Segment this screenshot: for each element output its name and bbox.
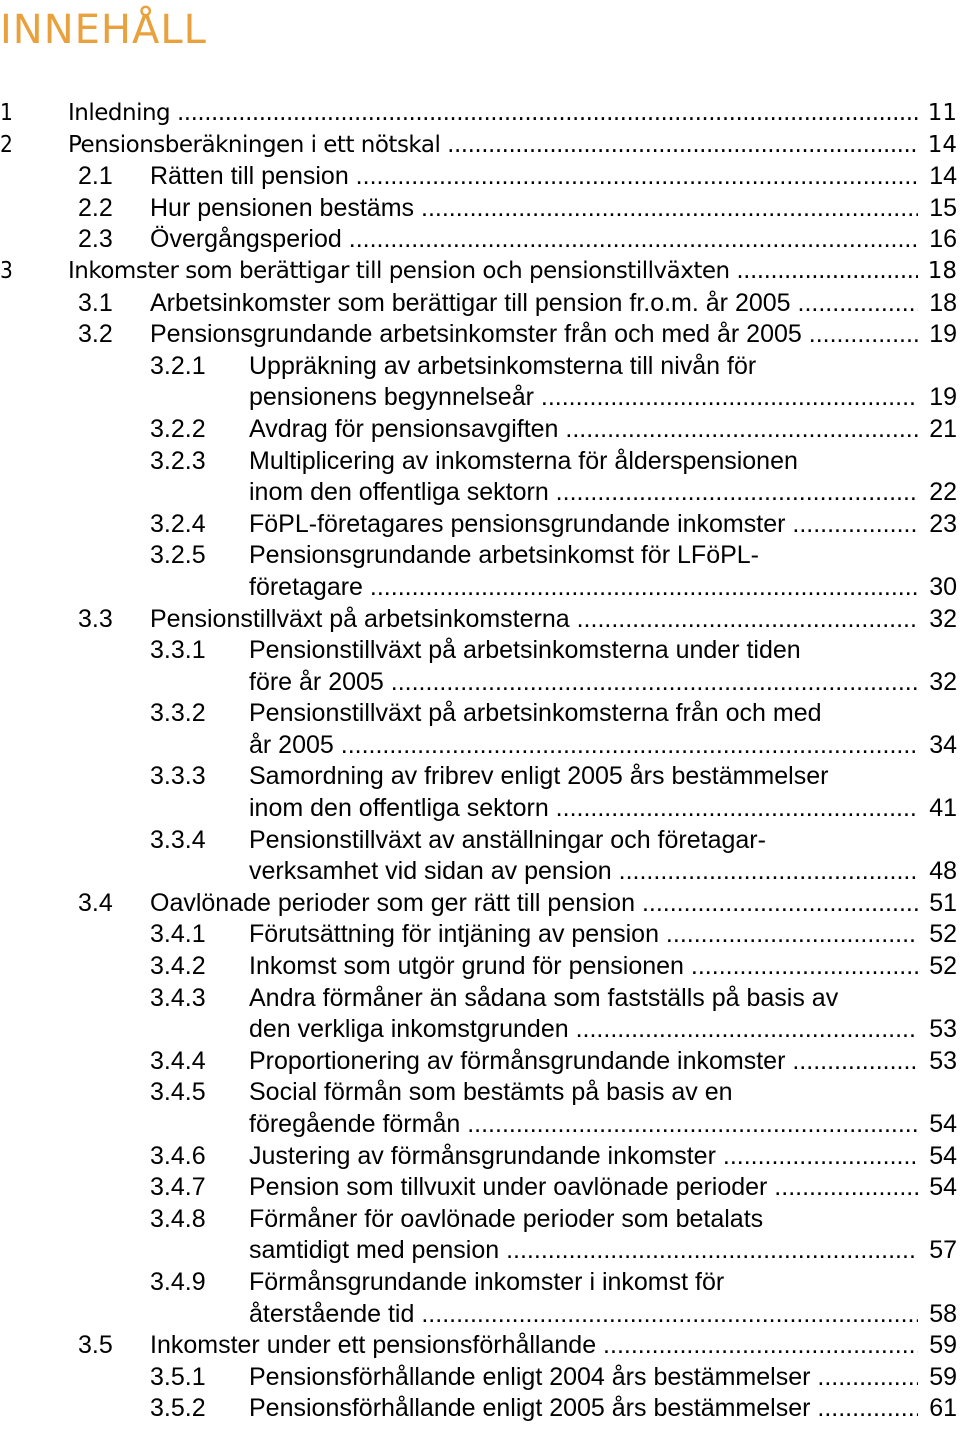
toc-entry[interactable]: [0, 319, 960, 351]
toc-entry-page: 22: [927, 477, 957, 509]
toc-entry-page: 57: [927, 1235, 957, 1267]
toc-entry-title: Avdrag för pensionsavgiften .....: [249, 414, 918, 446]
toc-entry-page: 23: [927, 509, 957, 541]
toc-entry-title: Pensionstillväxt på arbetsinkomsterna .....: [150, 604, 918, 636]
toc-entry[interactable]: [0, 604, 960, 636]
toc-entry-title: Inkomster under ett pensionsförhållande .....: [150, 1330, 918, 1362]
toc-entry-title: Social förmån som bestämts på basis av en: [249, 1078, 733, 1107]
toc-entry-title: Pensionsförhållande enligt 2004 års bestämmelser .....: [249, 1362, 918, 1394]
toc-entry-page: 18: [926, 256, 957, 288]
toc-entry-title: Inledning .....: [68, 98, 918, 130]
toc-entry[interactable]: [0, 1046, 960, 1078]
toc-entry-number: 3.5.2: [150, 1394, 206, 1423]
toc-entry-page: 54: [927, 1172, 957, 1204]
toc-entry-page: 32: [927, 604, 957, 636]
toc-entry-continuation[interactable]: [0, 793, 960, 825]
toc-entry-page: 21: [927, 414, 957, 446]
toc-entry[interactable]: [0, 224, 960, 256]
toc-entry-continuation[interactable]: [0, 730, 960, 762]
toc-entry-title: Övergångsperiod .....: [150, 224, 918, 256]
toc-entry-title: samtidigt med pension .....: [249, 1235, 918, 1267]
toc-entry[interactable]: [0, 983, 960, 1015]
toc-entry-title: Förmånsgrundande inkomster i inkomst för: [249, 1267, 725, 1296]
toc-entry-number: 3.3.2: [150, 699, 206, 728]
toc-entry-title: FöPL-företagares pensionsgrundande inkomster .....: [249, 509, 918, 541]
toc-entry-title: Proportionering av förmånsgrundande inkomster .....: [249, 1046, 918, 1078]
toc-entry-title: Uppräkning av arbetsinkomsterna till nivån för: [249, 351, 757, 380]
toc-entry-title: Pension som tillvuxit under oavlönade perioder .....: [249, 1172, 918, 1204]
toc-entry-continuation[interactable]: [0, 382, 960, 414]
toc-entry-number: 3.4.5: [150, 1078, 206, 1107]
toc-entry-page: 34: [927, 730, 957, 762]
toc-entry-page: 61: [927, 1393, 957, 1425]
toc-entry[interactable]: [0, 256, 960, 288]
table-of-contents: [0, 98, 960, 1425]
toc-entry-number: 3: [0, 257, 13, 284]
toc-entry-page: 59: [927, 1330, 957, 1362]
toc-entry[interactable]: [0, 98, 960, 130]
toc-entry-page: 19: [927, 382, 957, 414]
toc-entry-number: 3.2: [78, 320, 113, 349]
toc-entry-page: 52: [927, 919, 957, 951]
toc-entry-page: 30: [927, 572, 957, 604]
toc-entry-number: 3.4.1: [150, 920, 206, 949]
toc-entry-number: 3.2.5: [150, 541, 206, 570]
toc-entry-title: år 2005 .....: [249, 730, 918, 762]
toc-entry[interactable]: [0, 193, 960, 225]
toc-entry-number: 3.4.3: [150, 983, 206, 1012]
toc-entry[interactable]: [0, 635, 960, 667]
toc-entry-title: före år 2005 .....: [249, 667, 918, 699]
toc-entry[interactable]: [0, 540, 960, 572]
toc-entry-title: inom den offentliga sektorn .....: [249, 477, 918, 509]
toc-entry-number: 3.3: [78, 604, 113, 633]
toc-entry-number: 3.3.4: [150, 825, 206, 854]
toc-entry-page: 15: [927, 193, 957, 225]
toc-entry-continuation[interactable]: [0, 1235, 960, 1267]
toc-entry-page: 41: [927, 793, 957, 825]
toc-entry-title: återstående tid .....: [249, 1299, 918, 1331]
toc-entry-title: Rätten till pension .....: [150, 161, 918, 193]
toc-entry-number: 3.3.1: [150, 636, 206, 665]
toc-entry[interactable]: [0, 888, 960, 920]
toc-entry-page: 54: [927, 1141, 957, 1173]
toc-entry-page: 14: [927, 161, 957, 193]
toc-entry-page: 48: [927, 856, 957, 888]
toc-entry-number: 3.5.1: [150, 1362, 206, 1391]
toc-entry-number: 3.1: [78, 288, 113, 317]
toc-entry-title: Samordning av fribrev enligt 2005 års bestämmelser: [249, 762, 829, 791]
toc-entry[interactable]: [0, 1141, 960, 1173]
toc-entry[interactable]: [0, 351, 960, 383]
toc-entry-number: 3.4.4: [150, 1046, 206, 1075]
toc-entry-number: 2.3: [78, 225, 113, 254]
toc-entry-title: Multiplicering av inkomsterna för ålderspensionen: [249, 446, 798, 475]
toc-entry-title: Pensionstillväxt på arbetsinkomsterna från och med: [249, 699, 822, 728]
toc-entry[interactable]: [0, 1077, 960, 1109]
toc-entry[interactable]: [0, 1362, 960, 1394]
toc-entry-page: 52: [927, 951, 957, 983]
toc-entry-number: 3.4.7: [150, 1173, 206, 1202]
page-title: INNEHÅLL: [0, 7, 207, 53]
toc-entry-continuation[interactable]: [0, 572, 960, 604]
toc-entry-number: 2.1: [78, 162, 113, 191]
toc-entry[interactable]: [0, 130, 960, 162]
toc-entry-title: Pensionsgrundande arbetsinkomst för LFöPL-: [249, 541, 760, 570]
toc-entry-title: Justering av förmånsgrundande inkomster .....: [249, 1141, 918, 1173]
toc-entry[interactable]: [0, 1393, 960, 1425]
toc-entry-continuation[interactable]: [0, 667, 960, 699]
toc-entry[interactable]: [0, 761, 960, 793]
toc-entry-title: Pensionstillväxt av anställningar och företagar-: [249, 825, 766, 854]
toc-entry-title: inom den offentliga sektorn .....: [249, 793, 918, 825]
toc-entry-number: 3.4: [78, 888, 113, 917]
toc-entry[interactable]: [0, 509, 960, 541]
toc-entry-number: 3.3.3: [150, 762, 206, 791]
toc-entry-title: Andra förmåner än sådana som fastställs på basis av: [249, 983, 839, 1012]
toc-entry[interactable]: [0, 446, 960, 478]
toc-entry[interactable]: [0, 288, 960, 320]
toc-entry-page: 19: [927, 319, 957, 351]
toc-entry-number: 3.2.4: [150, 509, 206, 538]
toc-entry-title: Pensionsgrundande arbetsinkomster från och med år 2005 .....: [150, 319, 918, 351]
toc-entry-page: 51: [927, 888, 957, 920]
toc-entry-continuation[interactable]: [0, 477, 960, 509]
toc-entry-title: Förmåner för oavlönade perioder som betalats: [249, 1204, 764, 1233]
toc-entry[interactable]: [0, 698, 960, 730]
toc-entry-number: 1: [0, 100, 13, 126]
toc-entry-page: 11: [926, 98, 957, 130]
toc-entry-title: Pensionsförhållande enligt 2005 års bestämmelser .....: [249, 1393, 918, 1425]
toc-entry-page: 58: [927, 1299, 957, 1331]
toc-entry-number: 3.4.9: [150, 1267, 206, 1296]
toc-entry[interactable]: [0, 1330, 960, 1362]
toc-entry[interactable]: [0, 1204, 960, 1236]
toc-entry-title: Förutsättning för intjäning av pension .....: [249, 919, 918, 951]
toc-entry-title: verksamhet vid sidan av pension .....: [249, 856, 918, 888]
toc-entry-continuation[interactable]: [0, 856, 960, 888]
toc-entry-page: 14: [926, 130, 957, 162]
toc-entry-number: 2.2: [78, 193, 113, 222]
toc-entry-number: 3.4.2: [150, 952, 206, 981]
toc-entry-title: Hur pensionen bestäms .....: [150, 193, 918, 225]
toc-entry-title: Pensionstillväxt på arbetsinkomsterna under tiden: [249, 636, 801, 665]
toc-entry-title: föregående förmån .....: [249, 1109, 918, 1141]
toc-entry-number: 3.2.1: [150, 351, 206, 380]
toc-entry[interactable]: [0, 414, 960, 446]
toc-entry[interactable]: [0, 161, 960, 193]
toc-entry-page: 16: [927, 224, 957, 256]
toc-entry-page: 59: [927, 1362, 957, 1394]
toc-entry-title: Inkomst som utgör grund för pensionen .....: [249, 951, 918, 983]
toc-entry-number: 3.4.8: [150, 1204, 206, 1233]
toc-entry-page: 18: [927, 288, 957, 320]
toc-entry[interactable]: [0, 1267, 960, 1299]
toc-entry-title: pensionens begynnelseår .....: [249, 382, 918, 414]
toc-entry-continuation[interactable]: [0, 1109, 960, 1141]
toc-entry-continuation[interactable]: [0, 1299, 960, 1331]
toc-entry-title: företagare .....: [249, 572, 918, 604]
toc-entry-title: Oavlönade perioder som ger rätt till pension .....: [150, 888, 918, 920]
toc-entry-number: 3.2.2: [150, 414, 206, 443]
toc-entry[interactable]: [0, 951, 960, 983]
toc-entry[interactable]: [0, 1172, 960, 1204]
toc-entry-continuation[interactable]: [0, 1014, 960, 1046]
toc-entry-title: Arbetsinkomster som berättigar till pension fr.o.m. år 2005 .....: [150, 288, 918, 320]
toc-entry-title: Pensionsberäkningen i ett nötskal .....: [68, 130, 918, 162]
toc-entry-page: 53: [927, 1046, 957, 1078]
toc-entry-number: 3.2.3: [150, 446, 206, 475]
toc-entry-number: 2: [0, 131, 13, 158]
toc-entry-title: den verkliga inkomstgrunden .....: [249, 1014, 918, 1046]
toc-entry[interactable]: [0, 825, 960, 857]
toc-entry-page: 32: [927, 667, 957, 699]
toc-entry-page: 54: [927, 1109, 957, 1141]
toc-entry[interactable]: [0, 919, 960, 951]
toc-entry-page: 53: [927, 1014, 957, 1046]
toc-entry-title: Inkomster som berättigar till pension och pensionstillväxten .....: [68, 256, 918, 288]
toc-entry-number: 3.5: [78, 1331, 113, 1360]
toc-entry-number: 3.4.6: [150, 1141, 206, 1170]
